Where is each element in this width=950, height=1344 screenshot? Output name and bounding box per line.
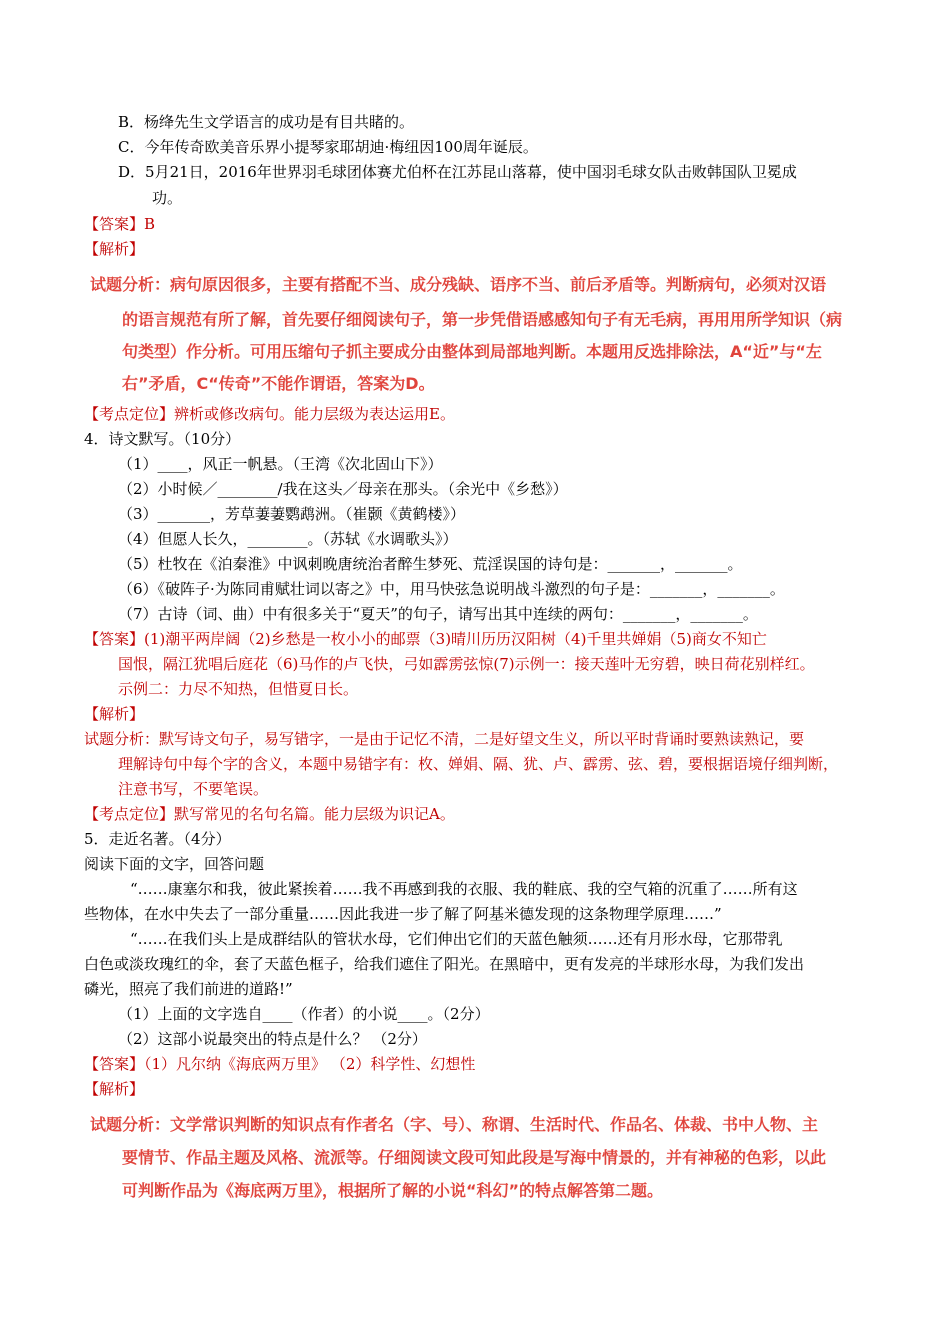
q4-item-4: （4）但愿人长久，________。（苏轼《水调歌头》）: [118, 530, 458, 548]
q4-item-1: （1）____，风正一帆悬。（王湾《次北固山下》）: [118, 455, 443, 473]
analysis-q3-line2: 的语言规范有所了解，首先要仔细阅读句子，第一步凭借语感感知句子有无毛病，再用用所学知识（病: [122, 310, 843, 329]
analysis-q3-line1: 试题分析：病句原因很多，主要有搭配不当、成分残缺、语序不当、前后矛盾等。判断病句，必须对汉语: [90, 275, 827, 294]
analysis-q3-line3: 句类型）作分析。可用压缩句子抓主要成分由整体到局部地判断。本题用反选排除法，A“近”与“左: [122, 342, 822, 361]
q4-title: 4．诗文默写。（10分）: [84, 430, 241, 448]
q5-intro: 阅读下面的文字，回答问题: [84, 855, 265, 873]
q5-para2-line3: 磷光，照亮了我们前进的道路!”: [84, 980, 293, 998]
option-d-line2: 功。: [152, 189, 183, 207]
answer-q4-line2: 国恨，隔江犹唱后庭花（6)马作的卢飞快，弓如霹雳弦惊(7)示例一：接天莲叶无穷碧，映日荷花别样红。: [118, 655, 815, 673]
q5-sub1: （1）上面的文字选自____（作者）的小说____。（2分）: [118, 1005, 490, 1023]
analysis-q5-line2: 要情节、作品主题及风格、流派等。仔细阅读文段可知此段是写海中情景的，并有神秘的色彩，以此: [122, 1148, 827, 1167]
analysis-label-q3: 【解析】: [84, 240, 145, 258]
answer-q4-line3: 示例二：力尽不知热，但惜夏日长。: [118, 680, 359, 698]
answer-q5: 【答案】（1）凡尔纳《海底两万里》 （2）科学性、幻想性: [84, 1055, 476, 1073]
kaodian-q3: 【考点定位】辨析或修改病句。能力层级为表达运用E。: [84, 405, 455, 423]
analysis-q5-line1: 试题分析：文学常识判断的知识点有作者名（字、号）、称谓、生活时代、作品名、体裁、书中人物、主: [90, 1115, 819, 1134]
q5-para1-line1: “……康塞尔和我，彼此紧挨着……我不再感到我的衣服、我的鞋底、我的空气箱的沉重了……所有这: [130, 880, 798, 898]
q5-para1-line2: 些物体，在水中失去了一部分重量……因此我进一步了解了阿基米德发现的这条物理学原理……”: [84, 905, 722, 923]
analysis-q5-line3: 可判断作品为《海底两万里》，根据所了解的小说“科幻”的特点解答第二题。: [122, 1181, 664, 1200]
answer-q3: 【答案】B: [84, 215, 156, 233]
q5-para2-line2: 白色或淡玫瑰红的伞，套了天蓝色框子，给我们遮住了阳光。在黑暗中，更有发亮的半球形水母，为我们发出: [84, 955, 805, 973]
analysis-q4-line3: 注意书写，不要笔误。: [118, 780, 269, 798]
option-b: B．杨绛先生文学语言的成功是有目共睹的。: [118, 113, 415, 131]
kaodian-q4: 【考点定位】默写常见的名句名篇。能力层级为识记A。: [84, 805, 455, 823]
q4-item-3: （3）_______，芳草萋萋鹦鹉洲。（崔颢《黄鹤楼》）: [118, 505, 466, 523]
q5-para2-line1: “……在我们头上是成群结队的管状水母，它们伸出它们的天蓝色触须……还有月形水母，它那带乳: [130, 930, 783, 948]
q4-item-6: （6）《破阵子·为陈同甫赋壮词以寄之》中，用马快弦急说明战斗激烈的句子是：_______，_______。: [118, 580, 785, 598]
analysis-q4-line1: 试题分析：默写诗文句子，易写错字，一是由于记忆不清，二是好望文生义，所以平时背诵时要熟读熟记，要: [84, 730, 805, 748]
answer-q4-line1: 【答案】(1)潮平两岸阔（2)乡愁是一枚小小的邮票（3)晴川历历汉阳树（4)千里共婵娟（5)商女不知亡: [84, 630, 767, 648]
analysis-label-q5: 【解析】: [84, 1080, 145, 1098]
q5-title: 5．走近名著。（4分）: [84, 830, 231, 848]
option-c: C．今年传奇欧美音乐界小提琴家耶胡迪·梅纽因100周年诞辰。: [118, 138, 538, 156]
analysis-label-q4: 【解析】: [84, 705, 145, 723]
q4-item-7: （7）古诗（词、曲）中有很多关于“夏天”的句子，请写出其中连续的两句：_______，_______。: [118, 605, 758, 623]
q4-item-2: （2）小时候／________/我在这头／母亲在那头。（余光中《乡愁》）: [118, 480, 568, 498]
q4-item-5: （5）杜牧在《泊秦淮》中讽刺晚唐统治者醉生梦死、荒淫误国的诗句是：_______，_______。: [118, 555, 743, 573]
analysis-q4-line2: 理解诗句中每个字的含义，本题中易错字有：枚、婵娟、隔、犹、卢、霹雳、弦、碧，要根据语境仔细判断，: [118, 755, 839, 773]
q5-sub2: （2）这部小说最突出的特点是什么？ （2分）: [118, 1030, 427, 1048]
analysis-q3-line4: 右”矛盾，C“传奇”不能作谓语，答案为D。: [122, 374, 435, 393]
option-d-line1: D．5月21日，2016年世界羽毛球团体赛尤伯杯在江苏昆山落幕，使中国羽毛球女队击败韩国队卫冕成: [118, 163, 797, 181]
